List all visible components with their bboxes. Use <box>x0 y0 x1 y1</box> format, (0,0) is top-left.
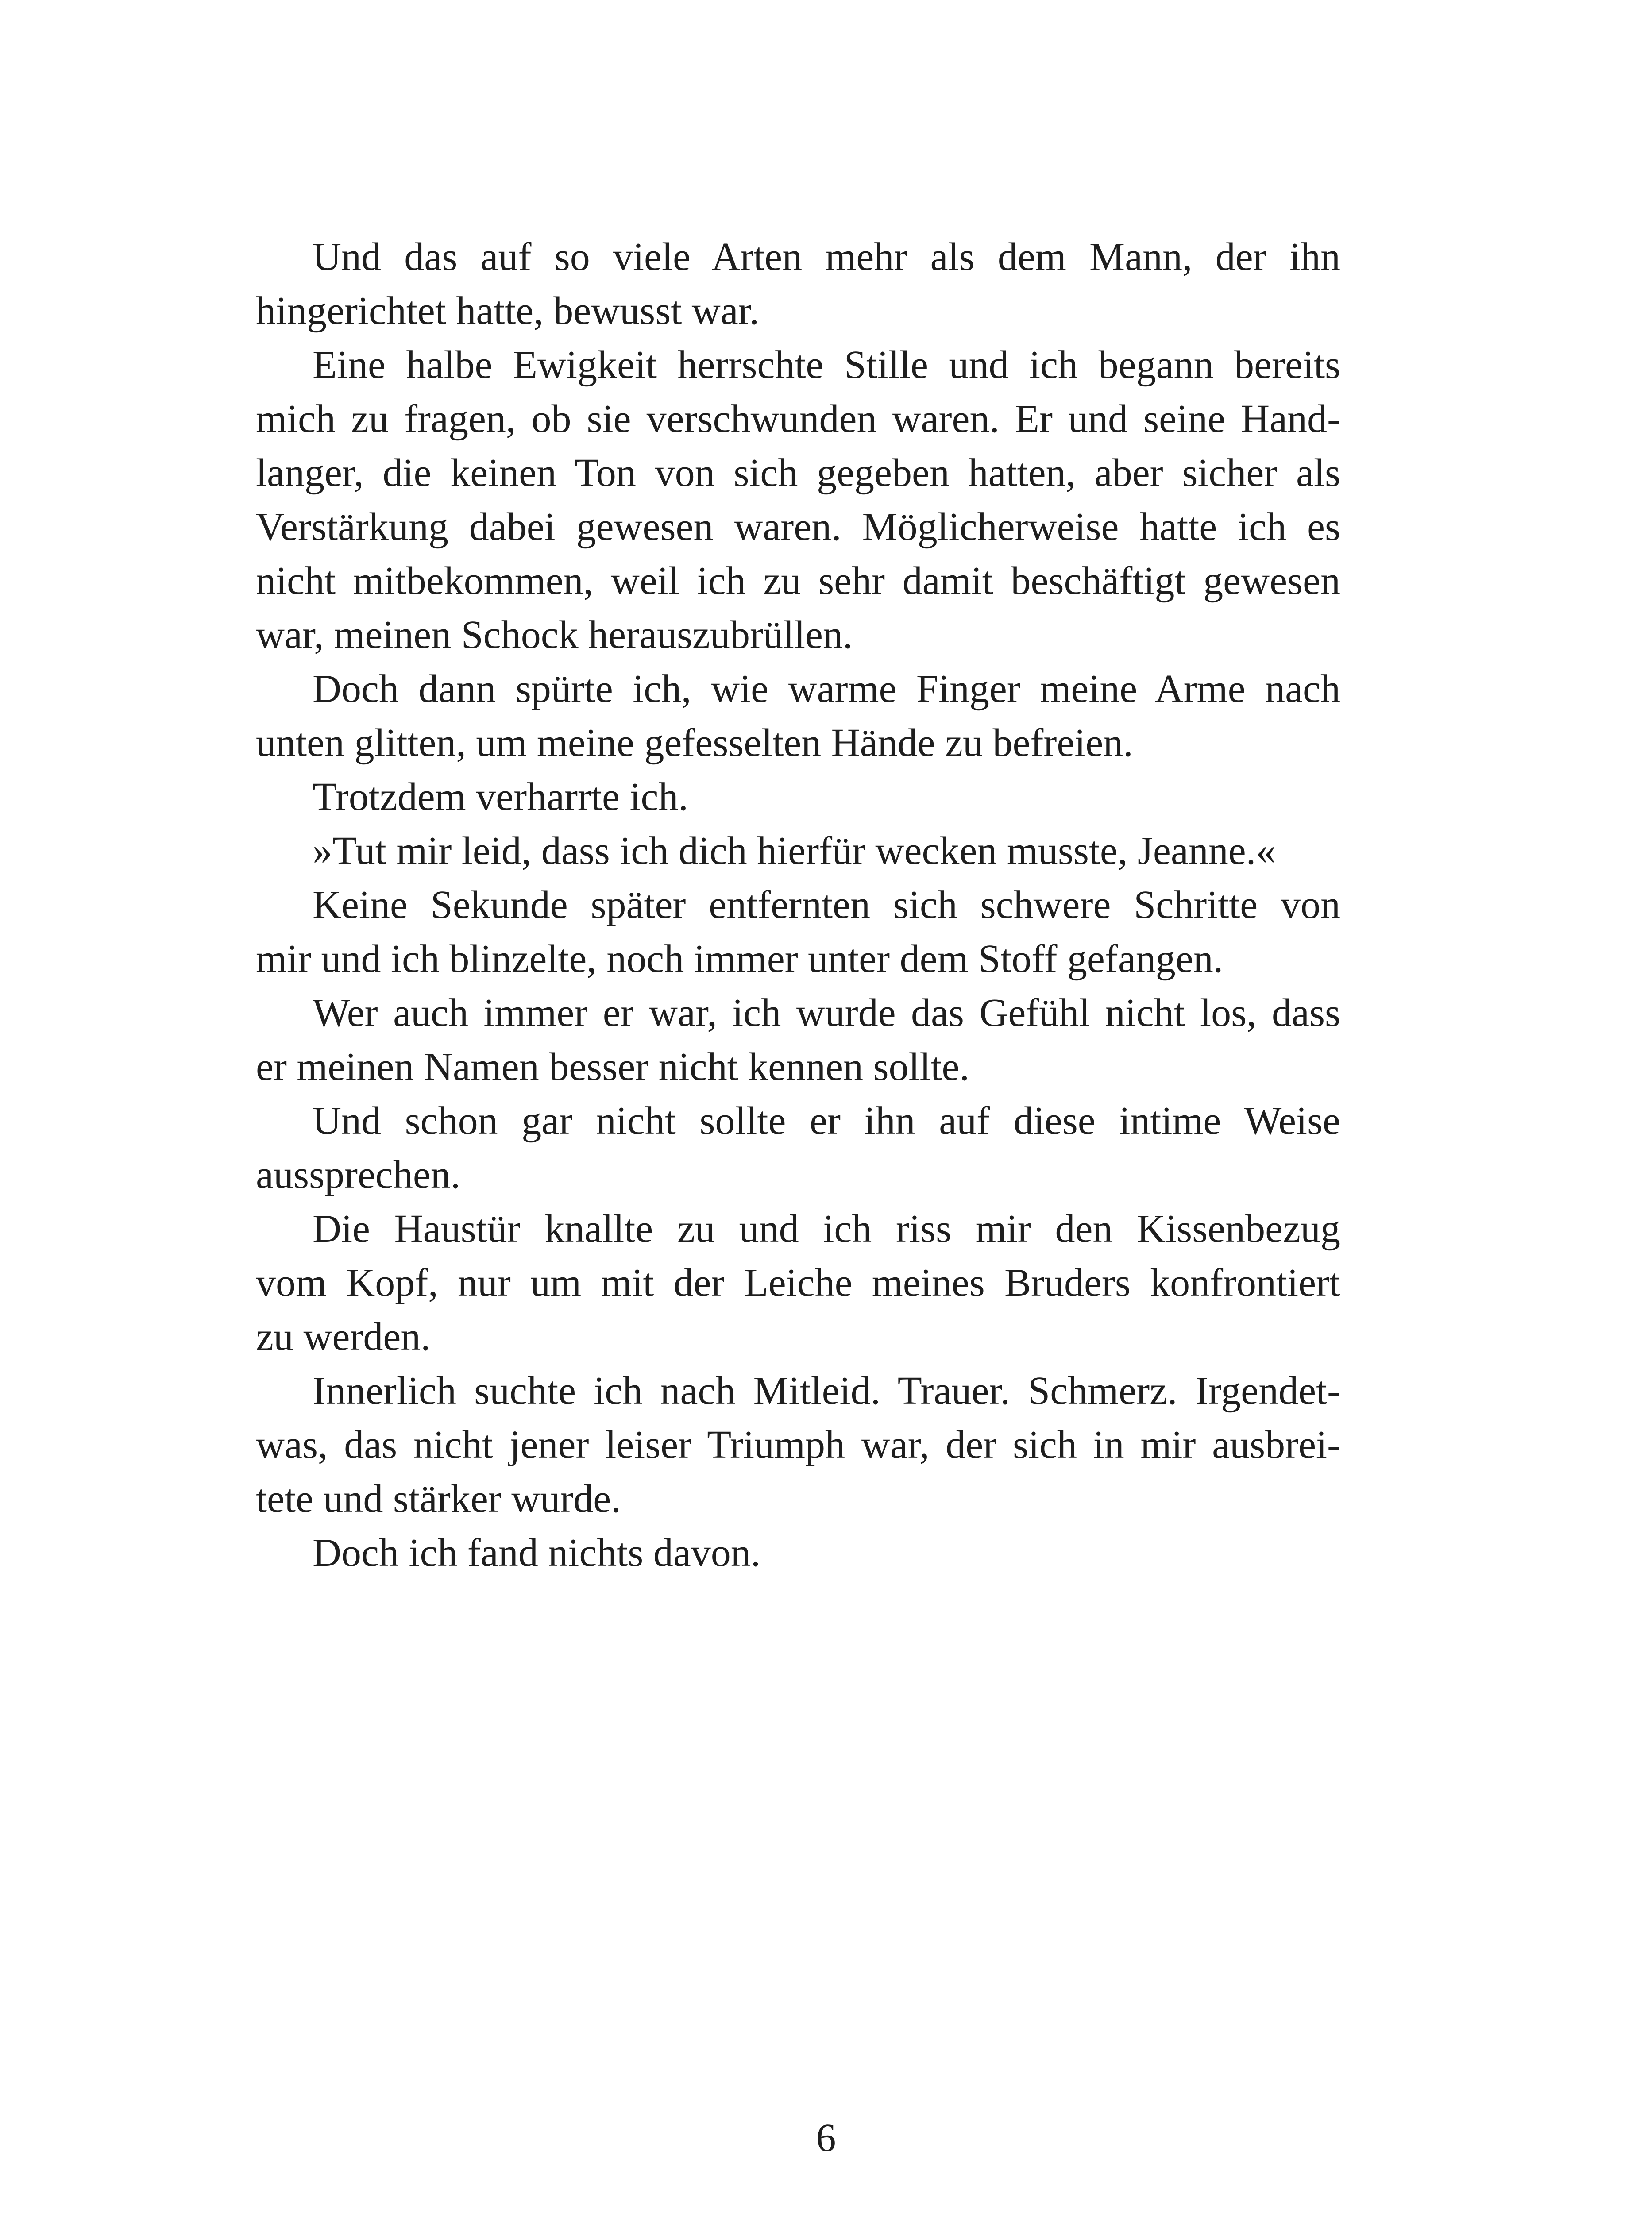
body-text <box>256 230 1340 1580</box>
text-line: Innerlich suchte ich nach Mitleid. Trauer. Schmerz. Irgendet- <box>313 1369 1340 1413</box>
text-line: Doch ich fand nichts davon. <box>313 1531 761 1575</box>
text-line: aussprechen. <box>256 1153 461 1197</box>
text-line: Keine Sekunde später entfernten sich schwere Schritte von <box>313 883 1340 927</box>
text-line: mich zu fragen, ob sie verschwunden waren. Er und seine Hand- <box>256 397 1340 441</box>
text-line: tete und stärker wurde. <box>256 1477 621 1521</box>
text-line: mir und ich blinzelte, noch immer unter dem Stoff gefangen. <box>256 937 1224 981</box>
text-line: Doch dann spürte ich, wie warme Finger meine Arme nach <box>313 667 1340 711</box>
text-line: vom Kopf, nur um mit der Leiche meines Bruders konfrontiert <box>256 1261 1340 1305</box>
text-line: Die Haustür knallte zu und ich riss mir den Kissenbezug <box>313 1207 1340 1251</box>
text-line: er meinen Namen besser nicht kennen sollte. <box>256 1045 969 1089</box>
text-line: nicht mitbekommen, weil ich zu sehr damit beschäftigt gewesen <box>256 559 1340 603</box>
text-line: unten glitten, um meine gefesselten Hände zu befreien. <box>256 721 1133 765</box>
text-line: »Tut mir leid, dass ich dich hierfür wecken musste, Jeanne.« <box>313 829 1276 873</box>
text-line: Und schon gar nicht sollte er ihn auf diese intime Weise <box>313 1099 1340 1143</box>
text-line: was, das nicht jener leiser Triumph war, der sich in mir ausbrei- <box>256 1423 1340 1467</box>
text-line: Eine halbe Ewigkeit herrschte Stille und ich begann bereits <box>313 343 1340 387</box>
page-number: 6 <box>816 2116 836 2160</box>
text-line: war, meinen Schock herauszubrüllen. <box>256 613 853 657</box>
text-line: hingerichtet hatte, bewusst war. <box>256 289 760 333</box>
text-line: Trotzdem verharrte ich. <box>313 775 688 819</box>
text-line: Und das auf so viele Arten mehr als dem Mann, der ihn <box>313 235 1340 279</box>
text-line: Verstärkung dabei gewesen waren. Möglicherweise hatte ich es <box>256 505 1340 549</box>
text-line: Wer auch immer er war, ich wurde das Gefühl nicht los, dass <box>313 991 1340 1035</box>
text-line: langer, die keinen Ton von sich gegeben hatten, aber sicher als <box>256 451 1340 495</box>
text-line: zu werden. <box>256 1315 431 1359</box>
